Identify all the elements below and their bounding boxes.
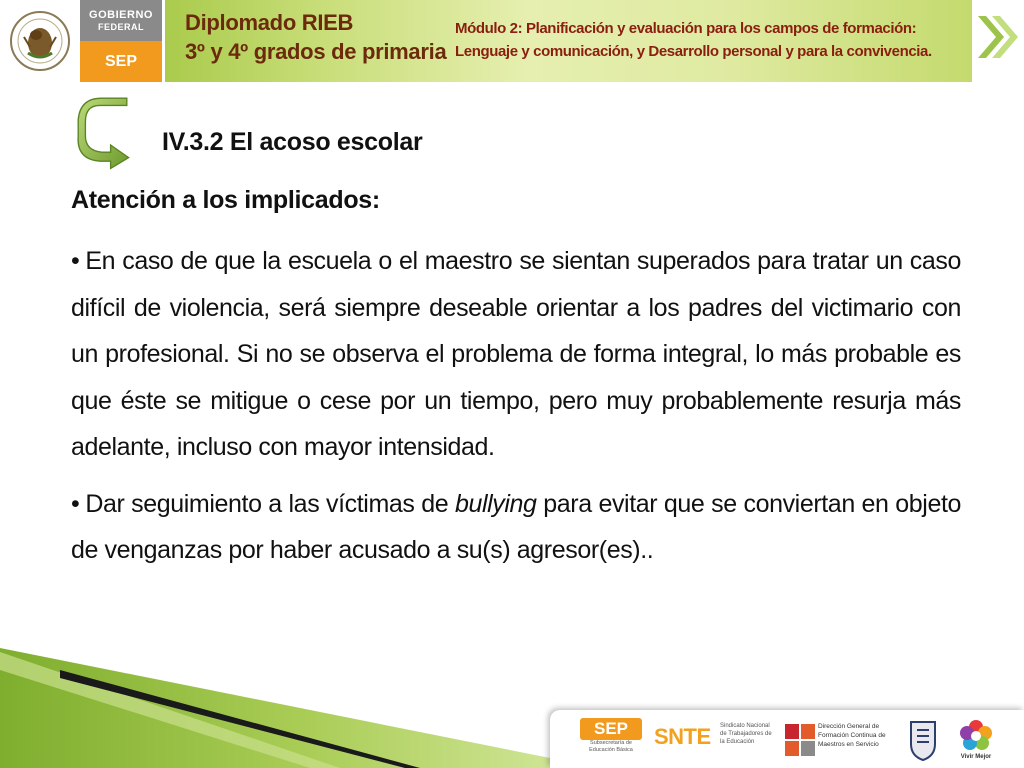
sep-logo-subtitle: Subsecretaría de Educación Básica — [589, 740, 633, 753]
footer-green-swoosh — [0, 640, 600, 768]
paragraph-1-text: En caso de que la escuela o el maestro se sientan superados para tratar un caso difícil de violencia, será siempre deseable orientar a los padres del victimario con un profesional. Si no se observa el problema de forma integral, lo más probable es que éste se mitigue o cese por un tiempo, pero muy probablemente resurja más adelante, incluso con mayor intensidad. — [71, 247, 961, 461]
snte-logo-word: SNTE — [654, 724, 711, 749]
slide-title: IV.3.2 El acoso escolar — [162, 128, 423, 156]
slide-content — [71, 180, 961, 584]
dgfcms-logo-subtitle: Dirección General de Formación Continua de Maestros en Servicio — [818, 723, 886, 748]
bullet-paragraph-2 — [71, 481, 961, 574]
unam-shield-icon — [907, 718, 939, 762]
sep-logo: SEP — [80, 41, 162, 82]
national-seal-box — [0, 0, 81, 82]
bullet-icon: • — [71, 489, 80, 518]
module-title-line2: Lenguaje y comunicación, y Desarrollo personal y para la convivencia. — [455, 43, 932, 60]
section-subheading: Atención a los implicados: — [71, 186, 380, 214]
snte-logo-subtitle: Sindicato Nacional de Trabajadores de la Educación — [720, 723, 772, 745]
double-chevron-right-icon — [974, 12, 1020, 62]
vivir-mejor-flower-icon — [956, 718, 996, 752]
national-seal-icon — [8, 7, 72, 75]
paragraph-2-text-after: para evitar que se conviertan en objeto de venganzas por haber acusado a su(s) agresor(es).. — [71, 489, 961, 564]
paragraph-2-italic-term: bullying — [454, 489, 537, 518]
partner-logos-strip — [550, 710, 1024, 768]
header-banner — [0, 0, 1024, 82]
course-title-line1: Diplomado RIEB — [185, 10, 354, 35]
sep-logo-word: SEP — [580, 718, 642, 740]
vivir-mejor-label: Vivir Mejor — [960, 754, 992, 760]
government-federal-logo — [80, 0, 162, 41]
government-line1: GOBIERNO — [89, 8, 153, 21]
course-banner — [165, 0, 972, 82]
course-title-line2: 3º y 4º grados de primaria — [185, 39, 447, 64]
bullet-paragraph-1 — [71, 238, 961, 471]
curved-arrow-icon — [76, 96, 136, 172]
paragraph-2-text-before: Dar seguimiento a las víctimas de — [85, 489, 449, 518]
dgfcms-mark-icon — [785, 724, 815, 756]
sep-basic-education-logo — [580, 718, 642, 762]
snte-logo — [654, 718, 774, 762]
module-title-line1: Módulo 2: Planificación y evaluación para los campos de formación: — [455, 20, 917, 37]
vivir-mejor-logo — [956, 718, 996, 762]
government-line2: FEDERAL — [98, 21, 144, 32]
dgfcms-logo — [785, 718, 895, 762]
bullet-icon: • — [71, 247, 80, 275]
